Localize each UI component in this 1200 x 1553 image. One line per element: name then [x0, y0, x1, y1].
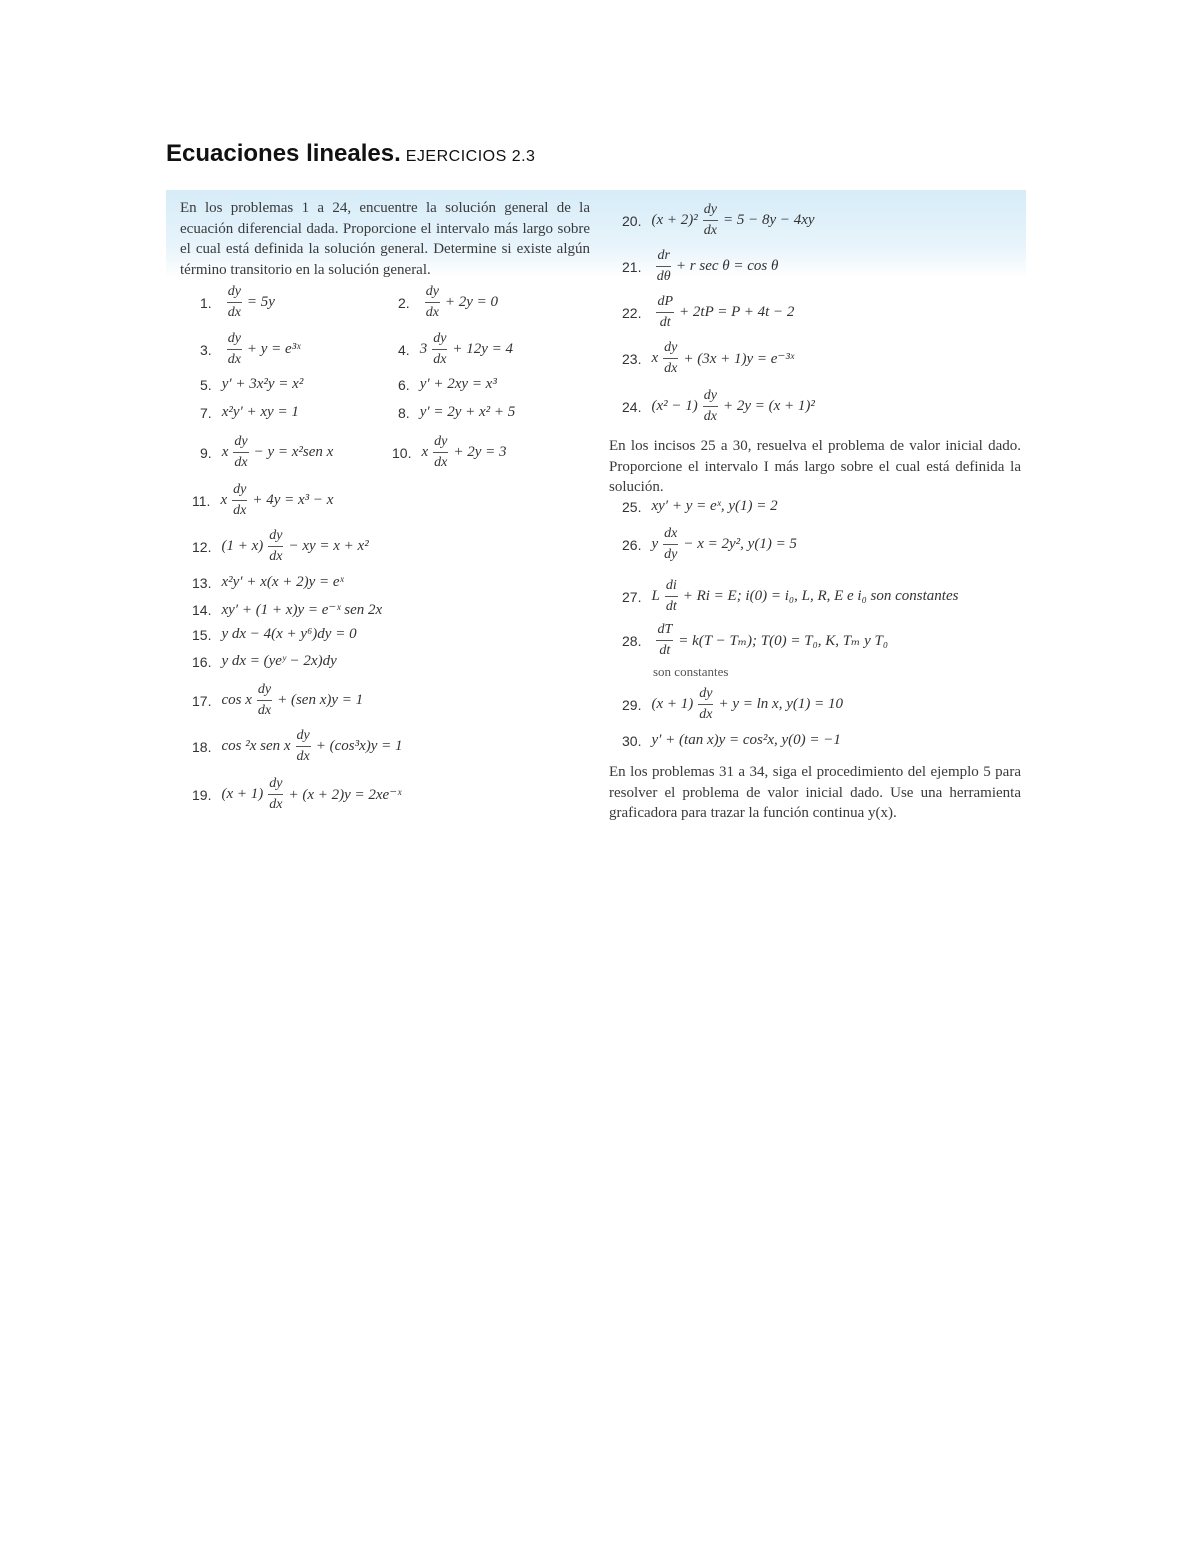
equation-body: + 2y = (x + 1)² [722, 398, 815, 414]
derivative-fraction [232, 482, 247, 519]
problem-number: 20. [622, 212, 642, 229]
problem-7 [200, 404, 299, 421]
fraction-numerator: dy [227, 284, 242, 303]
equation-prefix: x [221, 444, 229, 460]
problem-20 [622, 202, 815, 239]
problem-number: 5. [200, 376, 212, 393]
problem-number: 28. [622, 632, 642, 649]
equation-body: + Ri = E; i(0) = i₀, L, R, E e i₀ son constantes [682, 588, 959, 604]
problem-number: 14. [192, 601, 212, 618]
problem-14 [192, 600, 382, 619]
derivative-fraction [432, 331, 447, 368]
fraction-numerator: dy [232, 482, 247, 501]
derivative-fraction [663, 340, 678, 377]
problem-6 [398, 376, 497, 393]
equation-prefix: x [220, 492, 228, 508]
equation-body: = 5 − 8y − 4xy [722, 212, 815, 228]
problem-17 [192, 682, 363, 719]
problem-5 [200, 376, 303, 393]
fraction-numerator: dy [698, 686, 713, 705]
equation-body: − xy = x + x² [288, 538, 369, 554]
problem-30 [622, 732, 841, 749]
problem-number: 24. [622, 398, 642, 415]
equation-body: + (sen x)y = 1 [277, 692, 364, 708]
equation-prefix: x [651, 350, 659, 366]
fraction-numerator: dT [656, 622, 673, 641]
problem-10 [392, 434, 507, 471]
exercise-figure [166, 190, 1026, 830]
problem-4 [398, 331, 513, 368]
instructions-25-30: En los incisos 25 a 30, resuelva el problema de valor inicial dado. Proporcione el intervalo I más largo sobre el cual está definida la solución. [609, 438, 1021, 495]
problem-24 [622, 388, 815, 425]
fraction-denominator: dx [233, 503, 247, 518]
fraction-numerator: dy [663, 340, 678, 359]
derivative-fraction [656, 294, 674, 331]
equation-body: y′ + 3x²y = x² [221, 376, 304, 392]
problem-number: 15. [192, 626, 212, 643]
problem-21 [622, 248, 778, 285]
fraction-numerator: dy [703, 202, 718, 221]
fraction-denominator: dx [296, 749, 310, 764]
equation-body: y dx = (yeʸ − 2x)dy [221, 653, 337, 669]
fraction-denominator: dt [665, 599, 677, 614]
problem-22 [622, 294, 794, 331]
equation-body: + y = e³ˣ [246, 341, 301, 357]
equation-body: + 2tP = P + 4t − 2 [679, 304, 795, 320]
derivative-fraction [227, 331, 242, 368]
problem-1 [200, 284, 275, 321]
problem-number: 12. [192, 538, 212, 555]
fraction-denominator: dx [227, 352, 241, 367]
problem-11 [192, 482, 333, 519]
fraction-denominator: dx [269, 797, 283, 812]
fraction-denominator: dx [433, 352, 447, 367]
derivative-fraction [665, 578, 678, 615]
problem-number: 1. [200, 294, 212, 311]
equation-body: − x = 2y², y(1) = 5 [683, 536, 797, 552]
equation-body: x²y′ + xy = 1 [221, 404, 299, 420]
fraction-numerator: dP [656, 294, 674, 313]
derivative-fraction [425, 284, 440, 321]
equation-body: = 5y [246, 294, 275, 310]
fraction-denominator: dx [664, 361, 678, 376]
problem-26 [622, 526, 797, 563]
fraction-denominator: dx [234, 455, 248, 470]
problem-23 [622, 340, 794, 377]
problem-number: 6. [398, 376, 410, 393]
equation-body: + (cos³x)y = 1 [315, 738, 403, 754]
fraction-numerator: dy [425, 284, 440, 303]
problem-2 [398, 284, 498, 321]
equation-body: y′ = 2y + x² + 5 [419, 404, 516, 420]
derivative-fraction [703, 202, 718, 239]
problem-19 [192, 776, 401, 813]
equation-body: xy′ + y = eˣ, y(1) = 2 [651, 498, 778, 514]
equation-body: + 2y = 0 [444, 294, 499, 310]
equation-body: + 12y = 4 [452, 341, 514, 357]
equation-body: xy′ + (1 + x)y = e⁻ˣ sen 2x [221, 602, 383, 618]
fraction-numerator: dx [663, 526, 678, 545]
problem-25 [622, 498, 778, 515]
equation-body: + 2y = 3 [453, 444, 507, 460]
equation-body: y′ + (tan x)y = cos²x, y(0) = −1 [651, 732, 841, 748]
fraction-denominator: dx [425, 305, 439, 320]
fraction-numerator: dy [268, 776, 283, 795]
problem-number: 4. [398, 341, 410, 358]
derivative-fraction [656, 248, 670, 285]
fraction-numerator: dr [656, 248, 670, 267]
equation-prefix: y [651, 536, 659, 552]
fraction-numerator: dy [268, 528, 283, 547]
problem-16 [192, 653, 337, 670]
problem-number: 17. [192, 692, 212, 709]
problem-number: 16. [192, 653, 212, 670]
fraction-numerator: dy [227, 331, 242, 350]
fraction-numerator: dy [703, 388, 718, 407]
fraction-denominator: dt [659, 643, 671, 658]
problem-number: 19. [192, 786, 212, 803]
equation-prefix: (x + 1) [221, 786, 264, 802]
problem-number: 29. [622, 696, 642, 713]
equation-prefix: 3 [419, 341, 428, 357]
problem-number: 22. [622, 304, 642, 321]
fraction-denominator: dθ [656, 269, 671, 284]
derivative-fraction [257, 682, 272, 719]
fraction-denominator: dy [664, 547, 678, 562]
problem-number: 9. [200, 444, 212, 461]
heading-title: Ecuaciones lineales. [166, 140, 401, 167]
problem-number: 25. [622, 498, 642, 515]
fraction-numerator: dy [432, 331, 447, 350]
equation-body: = k(T − Tₘ); T(0) = T₀, K, Tₘ y T₀ [678, 633, 889, 649]
fraction-denominator: dx [703, 409, 717, 424]
equation-prefix: cos x [221, 692, 252, 708]
equation-body: + (x + 2)y = 2xe⁻ˣ [288, 787, 402, 803]
equation-prefix: (x + 1) [651, 696, 694, 712]
fraction-numerator: di [665, 578, 678, 597]
fraction-denominator: dx [434, 455, 448, 470]
page-heading [166, 140, 535, 168]
problem-9 [200, 434, 333, 471]
equation-body: y dx − 4(x + y⁶)dy = 0 [221, 626, 357, 642]
fraction-denominator: dt [659, 315, 671, 330]
derivative-fraction [703, 388, 718, 425]
problem-28 [622, 622, 888, 659]
derivative-fraction [268, 776, 283, 813]
problem-number: 10. [392, 444, 412, 461]
problem-29 [622, 686, 843, 723]
derivative-fraction [663, 526, 678, 563]
equation-prefix: L [651, 588, 660, 604]
derivative-fraction [698, 686, 713, 723]
heading-subtitle: EJERCICIOS 2.3 [400, 148, 536, 165]
fraction-denominator: dx [257, 703, 272, 718]
problem-number: 26. [622, 536, 642, 553]
problem-number: 8. [398, 404, 410, 421]
fraction-denominator: dx [703, 223, 717, 238]
problem-number: 7. [200, 404, 212, 421]
problem-3 [200, 331, 300, 368]
instructions-31-34: En los problemas 31 a 34, siga el procedimiento del ejemplo 5 para resolver el problema de valor inicial dado. Use una herramienta graficadora para trazar la función continua y(x). [609, 764, 1021, 821]
problem-number: 27. [622, 588, 642, 605]
fraction-numerator: dy [233, 434, 248, 453]
problem-13 [192, 574, 344, 591]
equation-prefix: (x + 2)² [651, 212, 698, 228]
problem-12 [192, 528, 369, 565]
derivative-fraction [433, 434, 448, 471]
problem-number: 21. [622, 258, 642, 275]
fraction-denominator: dx [269, 549, 283, 564]
problem-27 [622, 578, 958, 615]
equation-prefix: cos ²x sen x [221, 738, 291, 754]
derivative-fraction [233, 434, 248, 471]
instructions-1-24: En los problemas 1 a 24, encuentre la solución general de la ecuación diferencial dada. Proporcione el intervalo más largo sobre el cual está definida la solución general. Determine si existe algún término transitorio en la solución general. [180, 200, 590, 278]
equation-prefix: x [421, 444, 429, 460]
problem-number: 13. [192, 574, 212, 591]
derivative-fraction [268, 528, 283, 565]
problem-28-note: son constantes [653, 664, 729, 679]
problem-number: 23. [622, 350, 642, 367]
problem-number: 11. [192, 492, 211, 509]
fraction-denominator: dx [699, 707, 713, 722]
problem-number: 3. [200, 341, 212, 358]
problem-number: 30. [622, 732, 642, 749]
equation-body: + r sec θ = cos θ [675, 258, 779, 274]
problem-number: 18. [192, 738, 212, 755]
fraction-numerator: dy [257, 682, 272, 701]
equation-body: y′ + 2xy = x³ [419, 376, 497, 392]
problem-18 [192, 728, 403, 765]
equation-body: − y = x²sen x [253, 444, 334, 460]
equation-body: + y = ln x, y(1) = 10 [718, 696, 843, 712]
fraction-numerator: dy [296, 728, 311, 747]
equation-prefix: (1 + x) [221, 538, 264, 554]
problem-15 [192, 626, 357, 643]
equation-body: x²y′ + x(x + 2)y = eˣ [221, 574, 344, 590]
equation-prefix: (x² − 1) [651, 398, 698, 414]
derivative-fraction [296, 728, 311, 765]
derivative-fraction [227, 284, 242, 321]
equation-body: + 4y = x³ − x [252, 492, 334, 508]
fraction-denominator: dx [227, 305, 241, 320]
problem-8 [398, 404, 515, 421]
fraction-numerator: dy [433, 434, 448, 453]
problem-number: 2. [398, 294, 410, 311]
equation-body: + (3x + 1)y = e⁻³ˣ [683, 351, 795, 367]
derivative-fraction [656, 622, 673, 659]
